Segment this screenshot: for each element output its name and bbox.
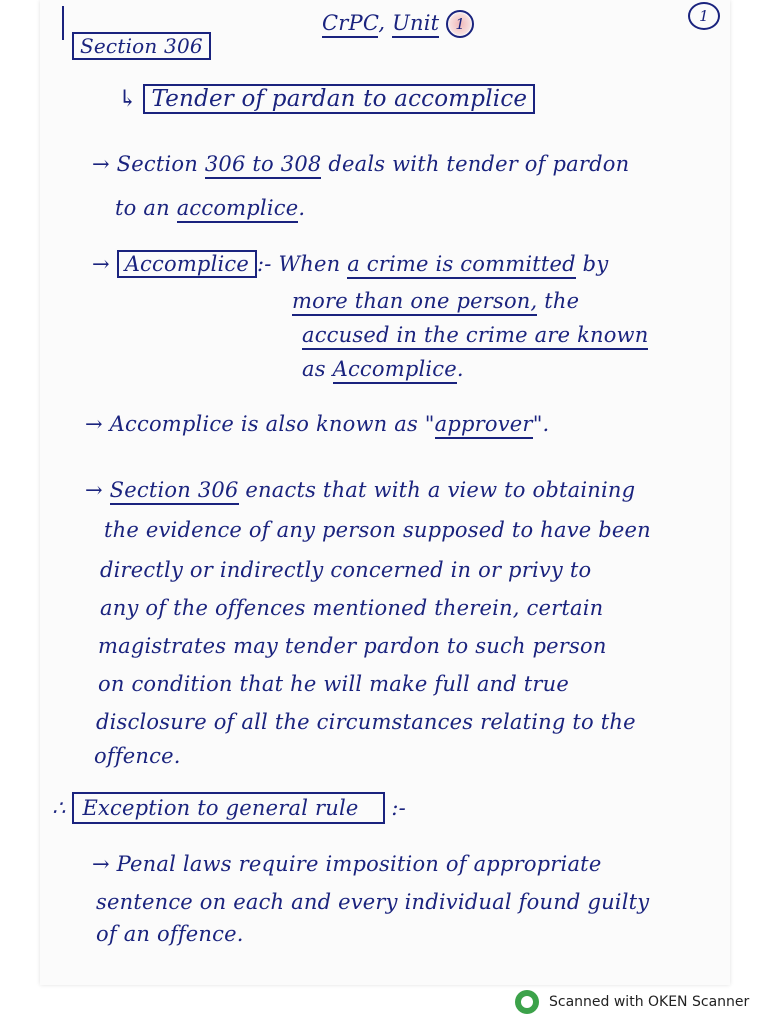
header-subject: CrPC xyxy=(322,11,378,38)
para2-line4 xyxy=(302,357,464,381)
therefore-icon: ∴ xyxy=(52,796,66,820)
para1-line2-suffix: . xyxy=(298,196,306,220)
para5-line3: of an offence. xyxy=(96,922,244,946)
para4-line2: the evidence of any person supposed to have been xyxy=(104,518,651,542)
para4-line1 xyxy=(85,478,635,502)
para3-underlined: approver xyxy=(435,412,533,439)
para3-text: → Accomplice is also known as " xyxy=(85,412,435,436)
para2-underlined-4: Accomplice xyxy=(333,357,457,384)
para5-line2: sentence on each and every individual found guilty xyxy=(96,890,650,914)
page-number: 1 xyxy=(688,2,720,30)
section-label xyxy=(72,34,211,58)
scanner-watermark xyxy=(515,990,749,1014)
exception-box: Exception to general rule xyxy=(72,792,384,824)
para2-tail: by xyxy=(575,252,609,276)
para2-underlined-2: more than one person, xyxy=(292,289,537,316)
para2-line3 xyxy=(302,323,648,347)
scanner-text: Scanned with OKEN Scanner xyxy=(549,994,750,1010)
section-box: Section 306 xyxy=(72,32,211,60)
page-header xyxy=(322,10,474,38)
para2-text: When xyxy=(271,252,348,276)
topic-heading xyxy=(118,86,535,112)
exception-colon: :- xyxy=(391,796,406,820)
para5-line1: → Penal laws require imposition of appropriate xyxy=(92,852,602,876)
para1-underlined: 306 to 308 xyxy=(205,152,322,179)
para4-line6: on condition that he will make full and true xyxy=(98,672,570,696)
para4-suffix: enacts that with a view to obtaining xyxy=(238,478,636,502)
para4-prefix: → xyxy=(85,478,110,502)
heading-box: Tender of pardan to accomplice xyxy=(143,84,535,114)
para2-line2 xyxy=(292,289,579,313)
para1-line2-underlined: accomplice xyxy=(177,196,299,223)
para2-line1 xyxy=(92,252,608,276)
para1-line2 xyxy=(115,196,305,220)
header-unit-label: Unit xyxy=(392,11,439,38)
para2-underlined-1: a crime is committed xyxy=(347,252,576,279)
para3-suffix: ". xyxy=(532,412,550,436)
accomplice-box: Accomplice xyxy=(117,250,257,278)
para4-line7: disclosure of all the circumstances relating to the xyxy=(96,710,636,734)
para2-line4-prefix: as xyxy=(302,357,333,381)
para4-line3: directly or indirectly concerned in or privy to xyxy=(100,558,592,582)
para2-line4-tail: . xyxy=(456,357,464,381)
corner-arrow-icon: ↳ xyxy=(118,86,138,112)
para3-line1 xyxy=(85,412,549,436)
para2-line2-tail: the xyxy=(537,289,580,313)
para1-line1 xyxy=(92,152,629,176)
para1-line2-text: to an xyxy=(115,196,177,220)
para2-underlined-3: accused in the crime are known xyxy=(302,323,648,350)
para4-line4: any of the offences mentioned therein, certain xyxy=(100,596,604,620)
para4-line8: offence. xyxy=(94,744,181,768)
para1-text-suffix: deals with tender of pardon xyxy=(321,152,630,176)
para1-text: → Section xyxy=(92,152,205,176)
para4-line5: magistrates may tender pardon to such person xyxy=(98,634,607,658)
margin-mark xyxy=(62,6,64,40)
para4-underlined: Section 306 xyxy=(110,478,239,505)
unit-number-circle: 1 xyxy=(446,10,474,38)
arrow-icon: → xyxy=(92,252,110,276)
scanner-logo-icon xyxy=(515,990,539,1014)
exception-heading xyxy=(52,796,406,820)
colon-dash: :- xyxy=(257,252,272,276)
header-comma: , xyxy=(378,10,386,35)
